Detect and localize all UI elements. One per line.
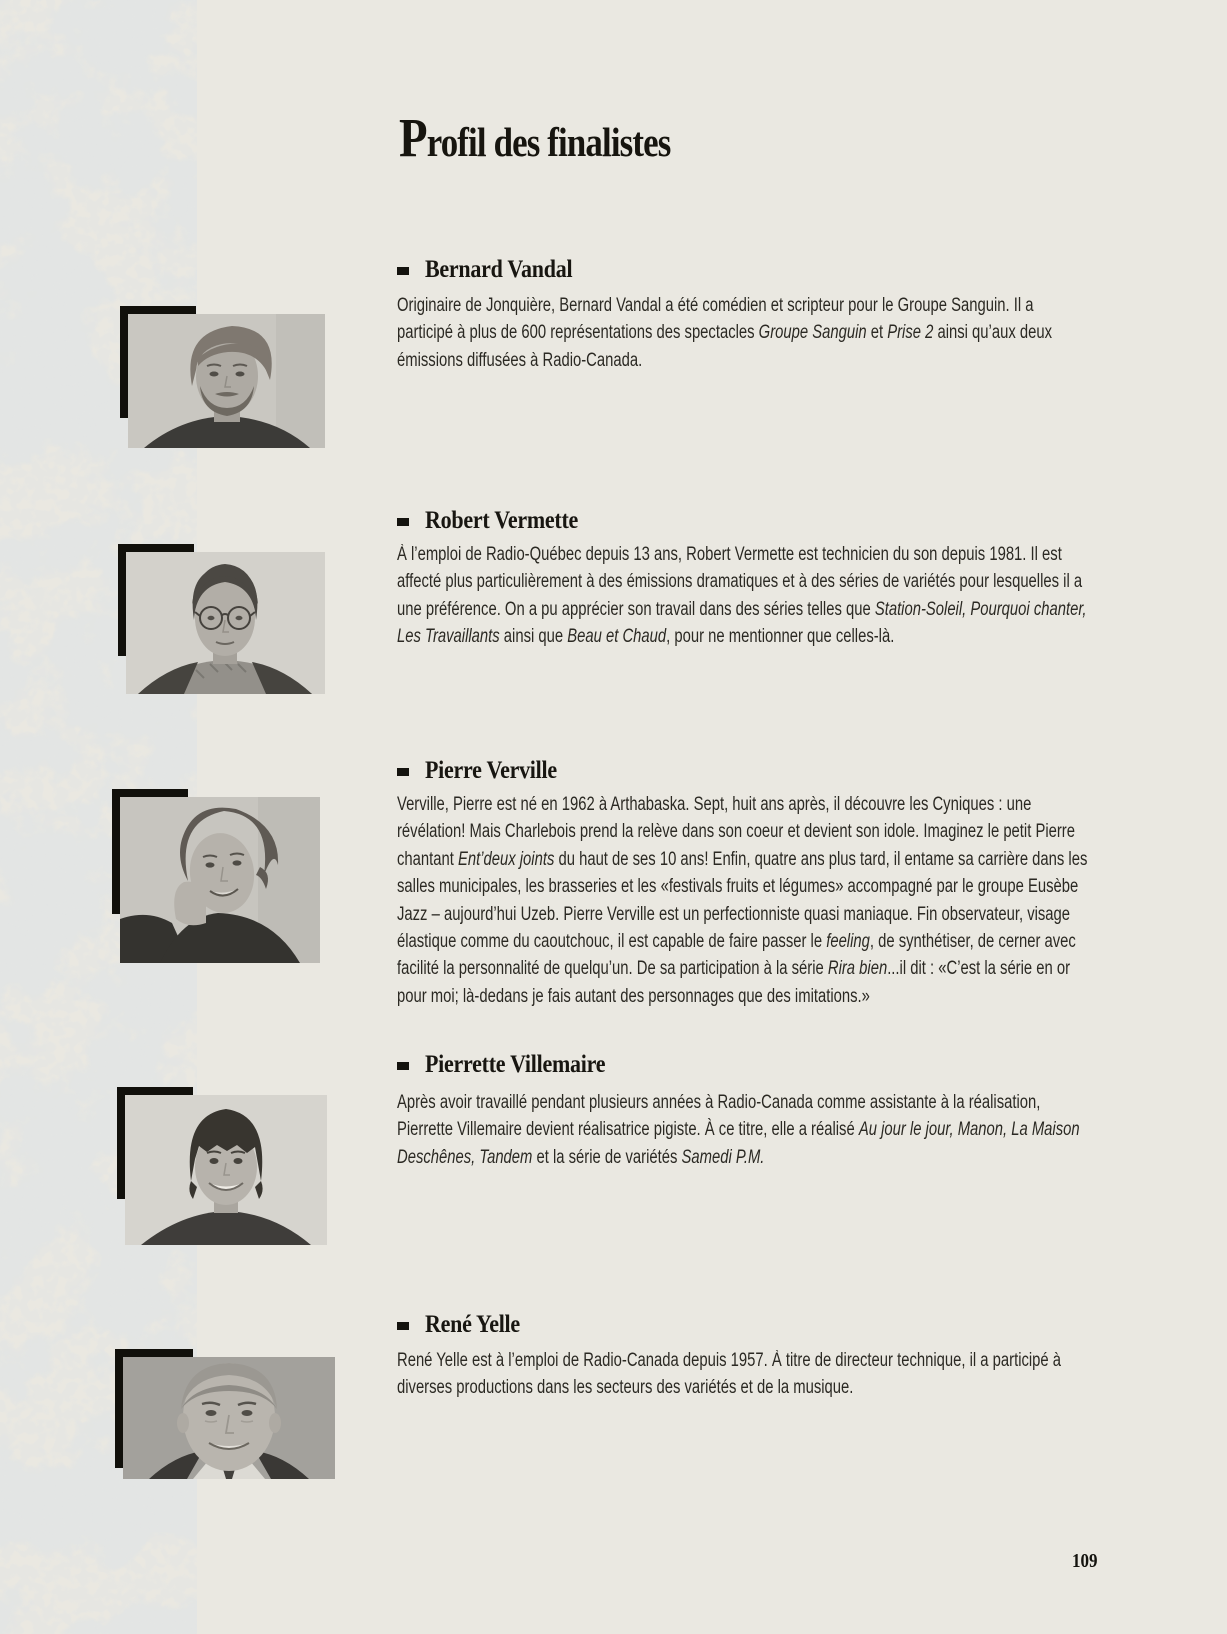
profile-header	[397, 256, 592, 284]
square-bullet-icon	[397, 768, 409, 776]
photo-robert-vermette	[126, 552, 325, 694]
square-bullet-icon	[397, 1322, 409, 1330]
profile-bio: René Yelle est à l’emploi de Radio-Canada depuis 1957. À titre de directeur technique, il a participé à diverses productions dans les secteurs des variétés et de la musique.	[397, 1350, 1062, 1399]
page-title: Profil des finalistes	[399, 107, 671, 168]
profile-name: Pierrette Villemaire	[425, 1051, 606, 1078]
profile-header	[397, 507, 599, 535]
profile-bio: Après avoir travaillé pendant plusieurs années à Radio-Canada comme assistante à la réalisation, Pierrette Villemaire devient réalisatrice pigiste. À ce titre, elle a réalisé Au jour le jour, Manon, La Maison Deschênes, Tandem et la série de variétés Samedi P.M.	[397, 1092, 1080, 1168]
portrait-illustration	[120, 797, 320, 963]
square-bullet-icon	[397, 267, 409, 275]
profile-bio: Verville, Pierre est né en 1962 à Arthabaska. Sept, huit ans après, il découvre les Cyniques : une révélation! Mais Charlebois prend la relève dans son coeur et devient son idole. Imaginez le petit Pierre chantant Ent’deux joints du haut de ses 10 ans! Enfin, quatre ans plus tard, il entame sa carrière dans les salles municipales, les brasseries et les «festivals fruits et légumes» accompagné par le groupe Eusèbe Jazz – aujourd’hui Uzeb. Pierre Verville est un perfectionniste quasi maniaque. Fin observateur, visage élastique comme du caoutchouc, il est capable de faire passer le feeling, de synthétiser, de cerner avec facilité la personnalité de quelqu’un. De sa participation à la série Rira bien...il dit : «C’est la série en or pour moi; là-dedans je fais autant des personnages que des imitations.»	[397, 794, 1088, 1007]
portrait-illustration	[125, 1095, 327, 1245]
square-bullet-icon	[397, 1062, 409, 1070]
page-number: 109	[1072, 1550, 1098, 1572]
portrait-illustration	[123, 1357, 335, 1479]
photo-rene-yelle	[123, 1357, 335, 1479]
profile-name: Robert Vermette	[425, 507, 579, 534]
photo-pierre-verville	[120, 797, 320, 963]
profile-name: Bernard Vandal	[425, 256, 573, 283]
profile-bio: À l’emploi de Radio-Québec depuis 13 ans, Robert Vermette est technicien du son depuis 1981. Il est affecté plus particulièrement à des émissions dramatiques et à des séries de variétés pour lesquelles il a une préférence. On a pu apprécier son travail dans des séries telles que Station-Soleil, Pourquoi chanter, Les Travaillants ainsi que Beau et Chaud, pour ne mentionner que celles-là.	[397, 544, 1087, 648]
profile-header	[397, 1311, 533, 1339]
photo-pierrette-villemaire	[125, 1095, 327, 1245]
portrait-illustration	[128, 314, 325, 448]
profile-header	[397, 757, 575, 785]
profile-header	[397, 1051, 630, 1079]
photo-bernard-vandal	[128, 314, 325, 448]
profile-bio: Originaire de Jonquière, Bernard Vandal a été comédien et scripteur pour le Groupe Sanguin. Il a participé à plus de 600 représentations des spectacles Groupe Sanguin et Prise 2 ainsi qu’aux deux émissions diffusées à Radio-Canada.	[397, 295, 1052, 371]
profile-name: Pierre Verville	[425, 757, 557, 784]
profile-name: René Yelle	[425, 1311, 520, 1338]
square-bullet-icon	[397, 518, 409, 526]
portrait-illustration	[126, 552, 325, 694]
